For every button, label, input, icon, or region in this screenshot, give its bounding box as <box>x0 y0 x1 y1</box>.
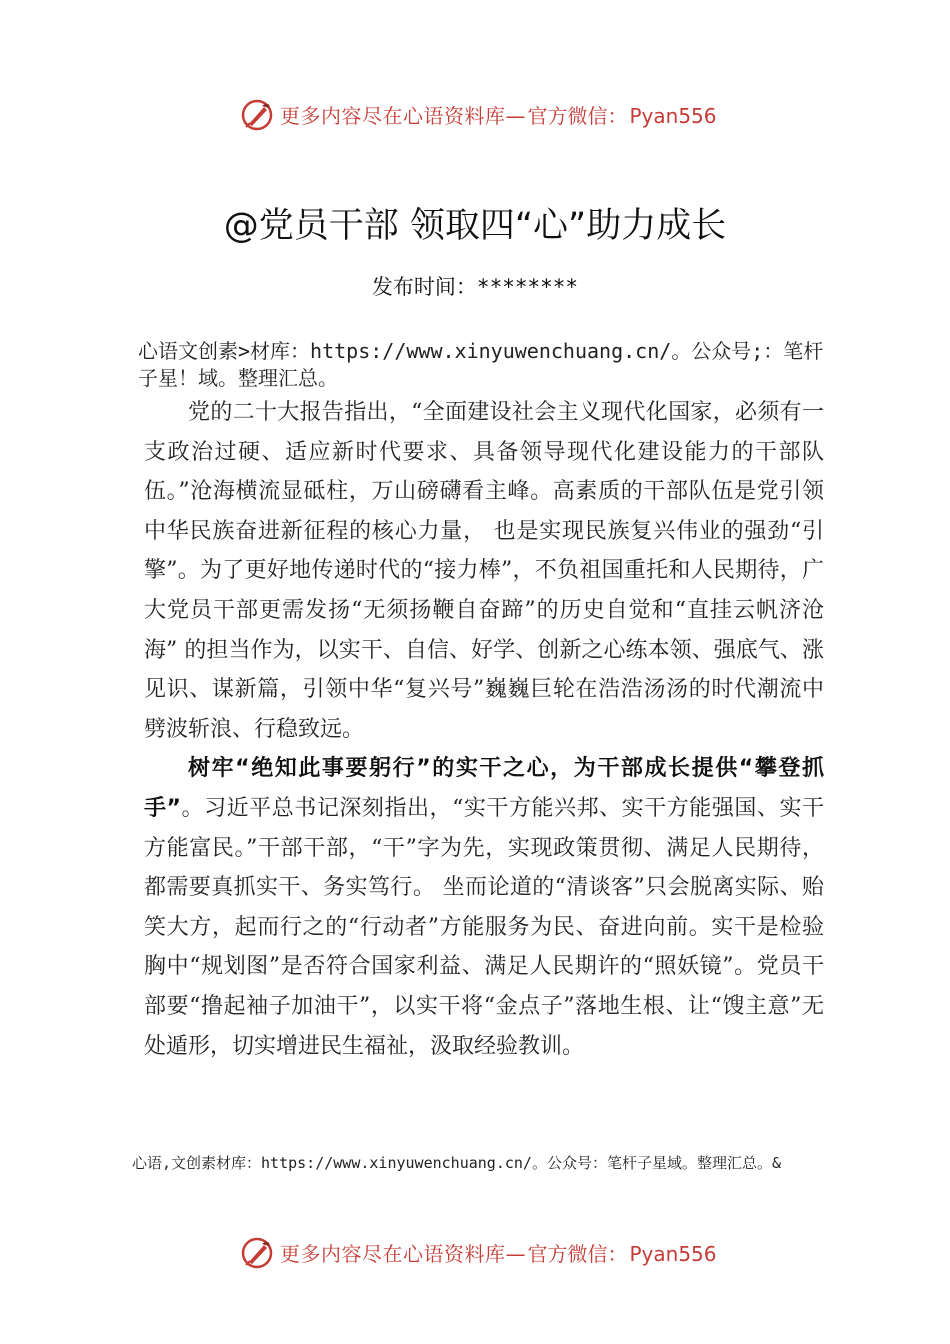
wechat-id: Pyan556 <box>629 104 717 128</box>
paragraph-practical-heart <box>144 749 824 1066</box>
footer-banner <box>0 1230 950 1278</box>
publish-time: 发布时间：******** <box>371 275 579 299</box>
source-note: 心语文创素>材库：https://www.xinyuwenchuang.cn/。公众号;：笔杆子星！域。整理汇总。 <box>138 339 824 390</box>
banner-text <box>280 102 717 130</box>
banner-separator: — <box>505 104 526 128</box>
pen-quill-logo-icon <box>240 98 274 132</box>
paragraph-lead: 树牢“绝知此事要躬行”的实干之心，为干部成长提供“攀登抓手” <box>144 756 824 821</box>
paragraph-text: 。习近平总书记深刻指出，“实干方能兴邦、实干方能强国、实干方能富民。”干部干部，“干”字为先，实现政策贯彻、满足人民期待，都需要真抓实干、务实笃行。 坐而论道的“清谈客”只会脱离实际、贻笑大方，起而行之的“行动者”方能服务为民、奋进向前。实干是检验胸中“规划图”是否符合国家利益、满足人民期许的“照妖镜”。党员干部要“撸起袖子加油干”，以实干将“金点子”落地生根、让“馊主意”无处遁形，切实增进民生福祉，汲取经验教训。 <box>144 795 825 1059</box>
banner-title: 更多内容尽在心语资料库 <box>280 104 506 128</box>
banner-title: 更多内容尽在心语资料库 <box>280 1242 506 1266</box>
wechat-id: Pyan556 <box>629 1242 717 1266</box>
pen-quill-logo-icon <box>240 1236 274 1270</box>
footnote: 心语,文创素材库：https://www.xinyuwenchuang.cn/。公众号：笔杆子星域。整理汇总。& <box>132 1154 781 1172</box>
wechat-label: 官方微信： <box>527 1242 628 1266</box>
banner-separator: — <box>505 1242 526 1266</box>
article-title: @党员干部 领取四“心”助力成长 <box>223 206 727 246</box>
wechat-label: 官方微信： <box>527 104 628 128</box>
paragraph-intro: 党的二十大报告指出，“全面建设社会主义现代化国家，必须有一支政治过硬、适应新时代要求、具备领导现代化建设能力的干部队伍。”沧海横流显砥柱，万山磅礴看主峰。高素质的干部队伍是党引领中华民族奋进新征程的核心力量， 也是实现民族复兴伟业的强劲“引擎”。为了更好地传递时代的“接力棒”，不负祖国重托和人民期待，广大党员干部更需发扬“无须扬鞭自奋蹄”的历史自觉和“直挂云帆济沧海” 的担当作为，以实干、自信、好学、创新之心练本领、强底气、涨见识、谋新篇，引领中华“复兴号”巍巍巨轮在浩浩汤汤的时代潮流中劈波斩浪、行稳致远。 <box>144 400 824 742</box>
banner-text <box>280 1240 717 1268</box>
header-banner <box>0 92 950 140</box>
article-body <box>144 393 824 1066</box>
